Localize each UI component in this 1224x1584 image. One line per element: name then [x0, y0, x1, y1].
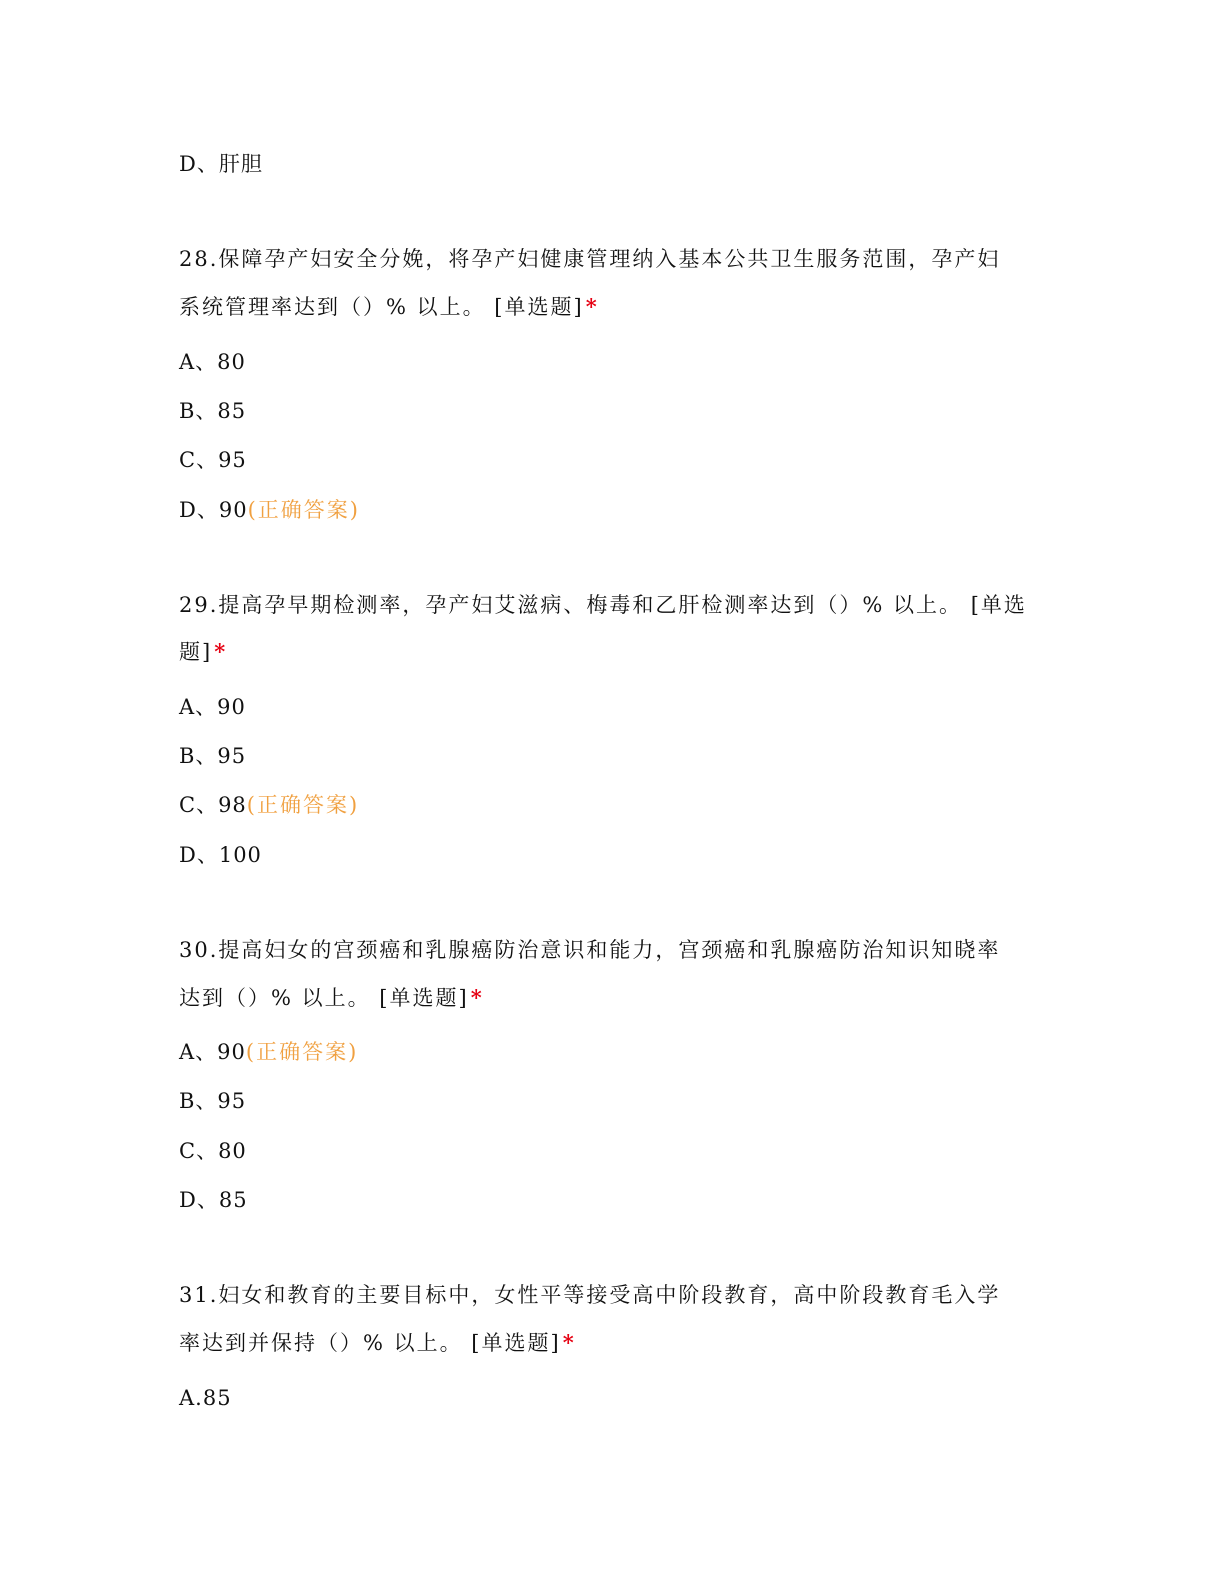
question-28-line1: 28.保障孕产妇安全分娩，将孕产妇健康管理纳入基本公共卫生服务范围，孕产妇: [179, 247, 1001, 271]
q29-option-a: A、90: [179, 695, 246, 719]
q28-option-d-label: D、90: [179, 498, 248, 522]
required-asterisk: *: [470, 985, 484, 1010]
question-30-line1: 30.提高妇女的宫颈癌和乳腺癌防治意识和能力，宫颈癌和乳腺癌防治知识知晓率: [179, 938, 1001, 962]
required-asterisk: *: [214, 639, 228, 664]
q30-option-d: D、85: [179, 1188, 248, 1212]
q30-option-b: B、95: [179, 1089, 247, 1113]
q28-option-d: [179, 496, 1039, 524]
q28-option-b: B、85: [179, 399, 247, 423]
q30-option-a-label: A、90: [179, 1040, 246, 1064]
q28-option-c: C、95: [179, 448, 247, 472]
question-28-text: 系统管理率达到（）% 以上。 [单选题]: [179, 295, 584, 319]
q30-option-a: [179, 1038, 1039, 1066]
q29-option-b: B、95: [179, 744, 247, 768]
q29-option-c: [179, 791, 1039, 819]
correct-answer-marker: (正确答案): [246, 793, 360, 817]
correct-answer-marker: (正确答案): [247, 498, 360, 522]
question-28-line2: [179, 293, 1039, 321]
q31-option-a: A.85: [179, 1386, 232, 1410]
q29-option-c-label: C、98: [179, 793, 247, 817]
option-d-prev: D、肝胆: [179, 152, 263, 176]
question-29-text: 题]: [179, 640, 213, 664]
question-29-line1: 29.提高孕早期检测率，孕产妇艾滋病、梅毒和乙肝检测率达到（）% 以上。 [单选: [179, 593, 1027, 617]
q30-option-c: C、80: [179, 1139, 247, 1163]
question-30-line2: [179, 984, 1039, 1012]
question-31-line1: 31.妇女和教育的主要目标中，女性平等接受高中阶段教育，高中阶段教育毛入学: [179, 1283, 1001, 1307]
question-30-text: 达到（）% 以上。 [单选题]: [179, 986, 469, 1010]
q29-option-d: D、100: [179, 843, 262, 867]
correct-answer-marker: (正确答案): [245, 1040, 359, 1064]
required-asterisk: *: [562, 1330, 576, 1355]
q28-option-a: A、80: [179, 350, 246, 374]
question-31-line2: [179, 1329, 1039, 1357]
question-31-text: 率达到并保持（）% 以上。 [单选题]: [179, 1331, 561, 1355]
required-asterisk: *: [585, 294, 599, 319]
question-29-line2: [179, 638, 1039, 666]
